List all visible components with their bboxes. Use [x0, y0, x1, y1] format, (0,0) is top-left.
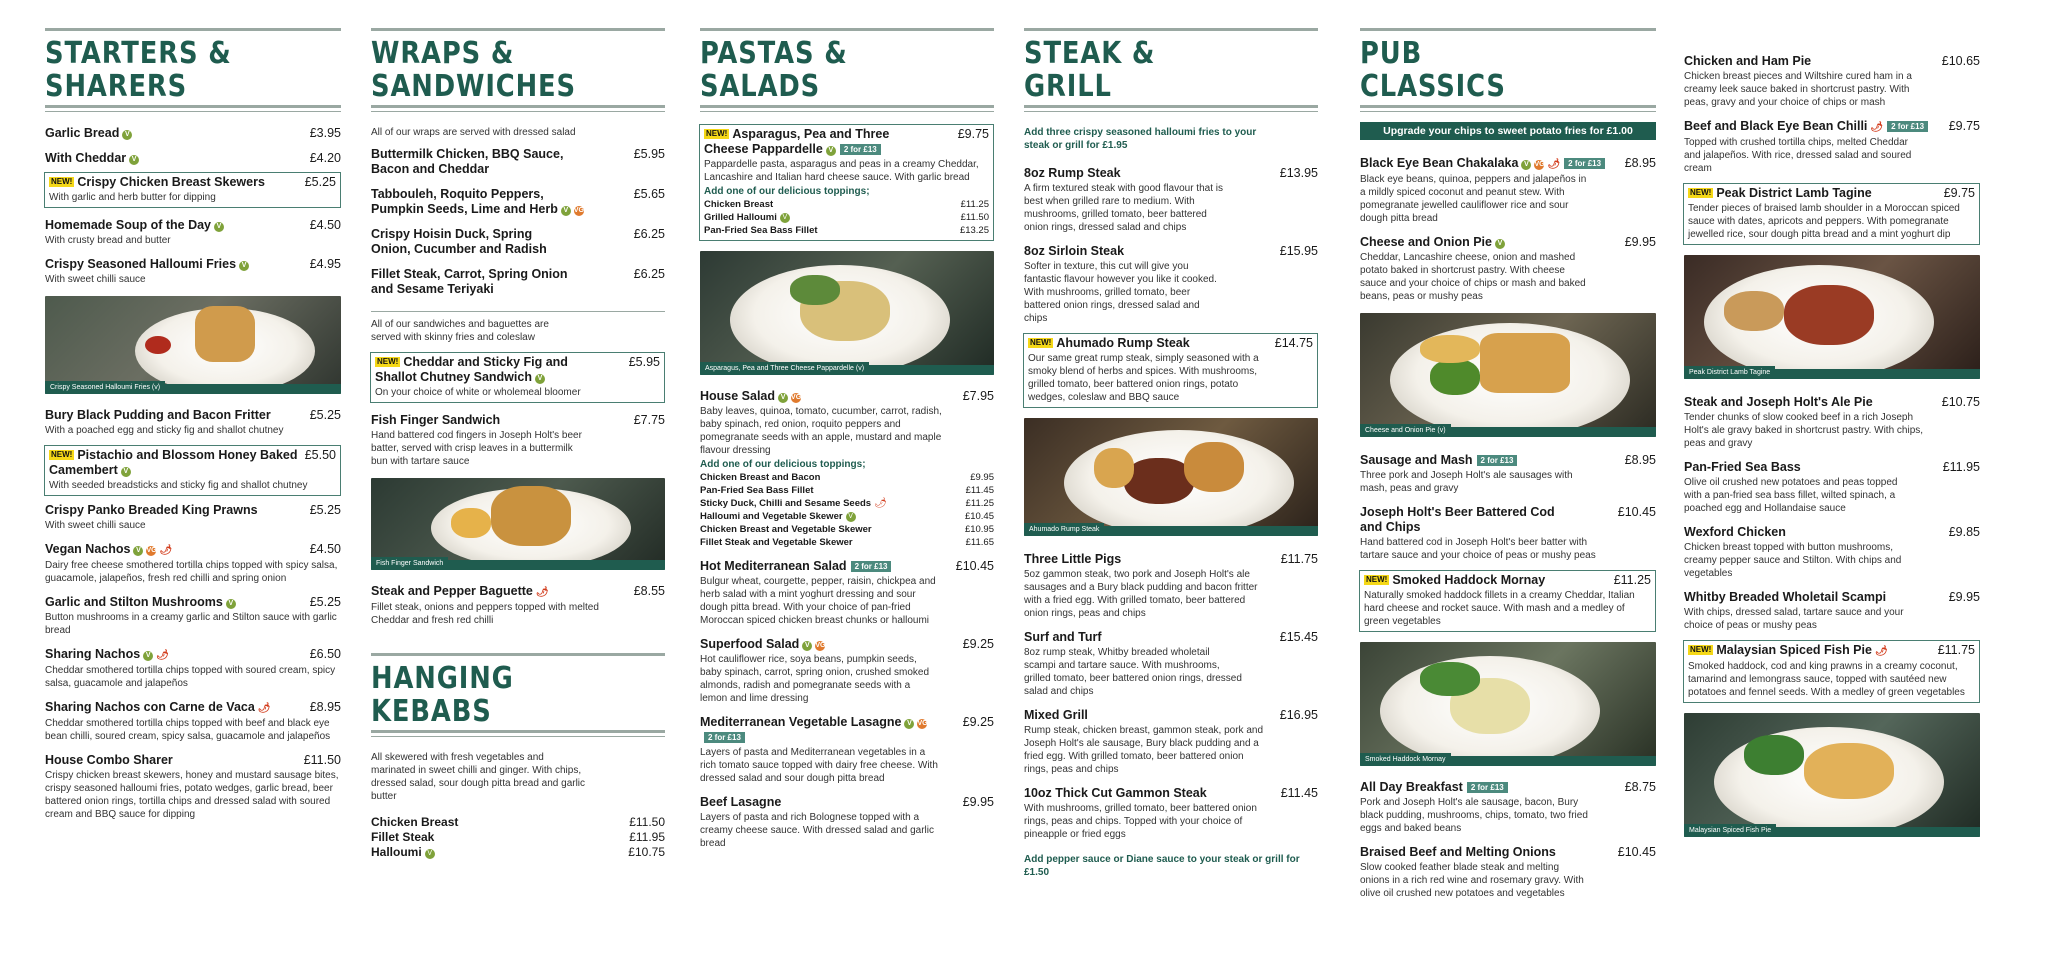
menu-item[interactable]: With Cheddar V £4.20 [45, 151, 341, 165]
menu-item[interactable]: Mixed Grill £16.95 Rump steak, chicken breast, gammon steak, pork and Joseph Holt's ale sausage, Bury black pudding and a fried egg. With grilled tomato, beer battered onion rings, peas and chips [1024, 708, 1318, 775]
photo-caption: Ahumado Rump Steak [1024, 523, 1104, 536]
menu-item[interactable]: Crispy Seasoned Halloumi Fries V £4.95 With sweet chilli sauce [45, 257, 341, 285]
menu-item[interactable]: Surf and Turf £15.45 8oz rump steak, Whitby breaded wholetail scampi and tartare sauce. With mushrooms, grilled tomato, beer battered onion rings, dressed salad and chips [1024, 630, 1318, 697]
new-badge: NEW! [377, 357, 399, 366]
photo-caption: Peak District Lamb Tagine [1684, 366, 1775, 379]
two-for-badge: 2 for £13 [1887, 121, 1928, 132]
menu-item[interactable]: 10oz Thick Cut Gammon Steak £11.45 With mushrooms, grilled tomato, beer battered onion rings, peas and chips. Topped with your choice of pineapple or fried eggs [1024, 786, 1318, 840]
menu-item[interactable]: Vegan Nachos V VG 🌶 £4.50 Dairy free cheese smothered tortilla chips topped with spicy salsa, guacamole, jalapeños, fresh red chilli and spring onion [45, 542, 341, 584]
photo-caption: Crispy Seasoned Halloumi Fries (v) [45, 381, 165, 394]
menu-item[interactable]: Bury Black Pudding and Bacon Fritter £5.25 With a poached egg and sticky fig and shallot chutney [45, 408, 341, 436]
food-photo [1684, 255, 1980, 379]
menu-item[interactable]: Hot Mediterranean Salad 2 for £13 £10.45 Bulgur wheat, courgette, pepper, raisin, chickpea and herb salad with a mint yoghurt dressing and sour dough pitta bread. With your choice of pan-fried Moroccan spiced chicken breast chunks or halloumi [700, 559, 994, 626]
section-title: PASTAS & SALADS [700, 36, 848, 104]
vegan-icon: VG [791, 394, 802, 401]
food-photo [700, 251, 994, 375]
vegetarian-icon: V [1495, 239, 1505, 249]
menu-item[interactable]: Cheese and Onion Pie V £9.95 Cheddar, Lancashire cheese, onion and mashed potato baked in shortcrust pastry. With cheese sauce and your choice of chips or mash and baked beans, peas or mushy peas [1360, 235, 1656, 302]
section-steak [1024, 28, 1318, 879]
two-for-badge: 2 for £13 [1564, 158, 1605, 169]
menu-item[interactable]: Steak and Joseph Holt's Ale Pie £10.75 Tender chunks of slow cooked beef in a rich Joseph Holt's ale gravy baked in shortcrust pastry. With chips, peas and gravy [1684, 395, 1980, 449]
menu-item[interactable]: Crispy Panko Breaded King Prawns £5.25 With sweet chilli sauce [45, 503, 341, 531]
section-title: PUB CLASSICS [1360, 36, 1506, 104]
section-title: STEAK & GRILL [1024, 36, 1156, 104]
menu-item[interactable]: Sharing Nachos con Carne de Vaca 🌶 £8.95 Cheddar smothered tortilla chips topped with beef and black eye bean chilli, soured cream, spicy salsa, guacamole and jalapeños [45, 700, 341, 742]
menu-item-new[interactable]: NEW! Asparagus, Pea and Three Cheese Pappardelle V 2 for £13 £9.75 Pappardelle pasta, asparagus and peas in a creamy Cheddar, Lancashire and Italian hard cheese sauce. With garlic bread Add one of our delicious toppings; Chicken Breast £11.25 Grilled Halloumi V £11.50 Pan-Fried Sea Bass Fillet £13.25 [699, 124, 994, 241]
vegetarian-icon: V [121, 467, 131, 477]
vegan-icon: VG [815, 642, 826, 649]
vegan-icon: VG [917, 720, 928, 727]
food-photo [1360, 642, 1656, 766]
menu-item[interactable]: Black Eye Bean Chakalaka V VG 🌶 2 for £13 £8.95 Black eye beans, quinoa, peppers and jalapeños in a mildly spiced coconut and peanut stew. With pomegranate jewelled cauliflower rice and sour dough pitta bread [1360, 156, 1656, 224]
menu-item-new[interactable]: NEW! Pistachio and Blossom Honey Baked Camembert V £5.50 With seeded breadsticks and sticky fig and shallot chutney [44, 445, 341, 496]
vegetarian-icon: V [214, 222, 224, 232]
menu-item[interactable]: Tabbouleh, Roquito Peppers, Pumpkin Seeds, Lime and Herb V VG £5.65 [371, 187, 665, 216]
photo-caption: Smoked Haddock Mornay [1360, 753, 1451, 766]
vegetarian-icon: V [226, 599, 236, 609]
photo-caption: Malaysian Spiced Fish Pie [1684, 824, 1776, 837]
photo-caption: Asparagus, Pea and Three Cheese Pappardelle (v) [700, 362, 869, 375]
chilli-icon: 🌶 [1874, 646, 1888, 657]
section-pub-classics-continued [1684, 44, 1980, 837]
section-note: Add three crispy seasoned halloumi fries to your steak or grill for £1.95 [1024, 127, 1257, 151]
menu-item-new[interactable]: NEW! Cheddar and Sticky Fig and Shallot Chutney Sandwich V £5.95 On your choice of white or wholemeal bloomer [370, 352, 665, 403]
new-badge: NEW! [706, 129, 728, 138]
menu-item[interactable]: Fillet Steak £11.95 [371, 830, 665, 844]
section-pastas [700, 28, 994, 850]
vegetarian-icon: V [143, 651, 153, 661]
section-note: All of our sandwiches and baguettes are served with skinny fries and coleslaw [371, 319, 549, 343]
menu-item[interactable]: Sausage and Mash 2 for £13 £8.95 Three pork and Joseph Holt's ale sausages with mash, peas and gravy [1360, 453, 1656, 494]
vegetarian-icon: V [846, 512, 856, 522]
menu-item[interactable]: Beef Lasagne £9.95 Layers of pasta and rich Bolognese topped with a creamy cheese sauce. With dressed salad and garlic bread [700, 795, 994, 849]
vegetarian-icon: V [239, 261, 249, 271]
menu-item[interactable]: Halloumi V £10.75 [371, 845, 665, 859]
food-photo [1024, 418, 1318, 536]
section-starters [45, 28, 341, 821]
menu-item-new[interactable]: NEW! Smoked Haddock Mornay £11.25 Naturally smoked haddock fillets in a creamy Cheddar, Italian hard cheese and rocket sauce. With mash and a medley of green vegetables [1359, 570, 1656, 632]
vegan-icon: VG [146, 547, 157, 554]
chilli-icon: 🌶 [257, 703, 271, 714]
section-title: WRAPS & SANDWICHES [371, 36, 576, 104]
upgrade-banner: Upgrade your chips to sweet potato fries for £1.00 [1360, 122, 1656, 140]
vegetarian-icon: V [1521, 160, 1531, 170]
section-wraps [371, 28, 665, 860]
menu-item[interactable]: Chicken Breast £11.50 [371, 815, 665, 829]
chilli-icon: 🌶 [874, 498, 887, 509]
chilli-icon: 🌶 [159, 545, 173, 556]
new-badge: NEW! [1690, 645, 1712, 654]
photo-caption: Cheese and Onion Pie (v) [1360, 424, 1451, 437]
section-note: Add pepper sauce or Diane sauce to your steak or grill for £1.50 [1024, 854, 1300, 878]
new-badge: NEW! [1690, 188, 1712, 197]
vegetarian-icon: V [122, 130, 132, 140]
food-photo [371, 478, 665, 570]
vegetarian-icon: V [535, 374, 545, 384]
menu-item[interactable]: Pan-Fried Sea Bass £11.95 Olive oil crushed new potatoes and peas topped with a pan-fried sea bass fillet, wilted spinach, a poached egg and Hollandaise sauce [1684, 460, 1980, 514]
vegetarian-icon: V [802, 641, 812, 651]
vegetarian-icon: V [129, 155, 139, 165]
menu-item[interactable]: Braised Beef and Melting Onions £10.45 Slow cooked feather blade steak and melting onions in a rich red wine and rosemary gravy. With olive oil crushed new potatoes and vegetables [1360, 845, 1656, 899]
vegetarian-icon: V [425, 849, 435, 859]
two-for-badge: 2 for £13 [1477, 455, 1518, 466]
menu-item[interactable]: Mediterranean Vegetable Lasagne V VG2 for £13 £9.25 Layers of pasta and Mediterranean vegetables in a rich tomato sauce topped with dairy free cheese. With dressed salad and sour dough pitta bread [700, 715, 994, 784]
two-for-badge: 2 for £13 [1467, 782, 1508, 793]
vegetarian-icon: V [778, 393, 788, 403]
menu-item[interactable]: Crispy Hoisin Duck, Spring Onion, Cucumber and Radish £6.25 [371, 227, 665, 256]
menu-item[interactable]: All Day Breakfast 2 for £13 £8.75 Pork and Joseph Holt's ale sausage, bacon, Bury black pudding, mushrooms, chips, tomato, two fried eggs and baked beans [1360, 780, 1656, 834]
section-note: All skewered with fresh vegetables and marinated in sweet chilli and ginger. With chips, dressed salad, sour dough pitta bread and garlic butter [371, 752, 586, 802]
section-title: HANGING KEBABS [371, 661, 514, 729]
menu-item[interactable]: Homemade Soup of the Day V £4.50 With crusty bread and butter [45, 218, 341, 246]
new-badge: NEW! [51, 450, 73, 459]
new-badge: NEW! [51, 177, 73, 186]
menu-item-new[interactable]: NEW! Crispy Chicken Breast Skewers £5.25 With garlic and herb butter for dipping [44, 172, 341, 208]
new-badge: NEW! [1366, 575, 1388, 584]
food-photo [45, 296, 341, 394]
menu-item[interactable]: Joseph Holt's Beer Battered Cod and Chips £10.45 Hand battered cod in Joseph Holt's beer batter with tartare sauce and your choice of peas or mushy peas [1360, 505, 1656, 561]
vegan-icon: VG [1534, 161, 1545, 168]
menu-item[interactable]: House Combo Sharer £11.50 Crispy chicken breast skewers, honey and mustard sausage bites, crispy seasoned halloumi fries, potato wedges, garlic bread, beer battered onion rings, tortilla chips and dressed salad with soured cream and BBQ sauce for dipping [45, 753, 341, 820]
menu-item-new[interactable]: NEW! Malaysian Spiced Fish Pie 🌶 £11.75 Smoked haddock, cod and king prawns in a creamy coconut, tamarind and lemongrass sauce, topped with sautéed new potatoes and fennel seeds. With a medley of green vegetables [1683, 640, 1980, 703]
vegan-icon: VG [573, 207, 584, 214]
menu-item[interactable]: Sharing Nachos V 🌶 £6.50 Cheddar smothered tortilla chips topped with soured cream, spicy salsa, guacamole and jalapeños [45, 647, 341, 689]
vegetarian-icon: V [561, 206, 571, 216]
menu-item[interactable]: Wexford Chicken £9.85 Chicken breast topped with button mushrooms, creamy pepper sauce and Stilton. With chips and vegetables [1684, 525, 1980, 579]
photo-caption: Fish Finger Sandwich [371, 557, 448, 570]
menu-item[interactable]: Beef and Black Eye Bean Chilli 🌶 2 for £13 £9.75 Topped with crushed tortilla chips, melted Cheddar and jalapeños. With rice, dressed salad and soured cream [1684, 119, 1980, 174]
food-photo [1684, 713, 1980, 837]
vegetarian-icon: V [133, 546, 143, 556]
menu-item[interactable]: Buttermilk Chicken, BBQ Sauce, Bacon and Cheddar £5.95 [371, 147, 665, 176]
menu-item[interactable]: Superfood Salad V VG £9.25 Hot cauliflower rice, soya beans, pumpkin seeds, baby spinach, carrot, spring onion, crushed smoked almonds, radish and pomegranate seeds with a lemon and lime dressing [700, 637, 994, 704]
section-pub-classics [1360, 28, 1656, 900]
section-note: All of our wraps are served with dressed salad [371, 127, 576, 138]
chilli-icon: 🌶 [1870, 122, 1884, 133]
kebab-list [371, 815, 665, 860]
chilli-icon: 🌶 [1547, 159, 1561, 170]
menu-item-new[interactable]: NEW! Peak District Lamb Tagine £9.75 Tender pieces of braised lamb shoulder in a Moroccan spiced sauce with dates, apricots and peppers. With pomegranate jewelled rice, sour dough pitta bread and a mint yoghurt dip [1683, 183, 1980, 245]
menu-item[interactable]: 8oz Rump Steak £13.95 A firm textured steak with good flavour that is best when grilled rare to medium. With mushrooms, grilled tomato, beer battered onion rings, dressed salad and chips [1024, 166, 1318, 233]
chilli-icon: 🌶 [535, 587, 549, 598]
menu-item[interactable]: Garlic Bread V £3.95 [45, 126, 341, 140]
food-photo [1360, 313, 1656, 437]
two-for-badge: 2 for £13 [840, 144, 881, 155]
two-for-badge: 2 for £13 [704, 732, 745, 743]
vegetarian-icon: V [826, 146, 836, 156]
menu-item[interactable]: Chicken and Ham Pie £10.65 Chicken breast pieces and Wiltshire cured ham in a creamy leek sauce baked in shortcrust pastry. With peas, gravy and your choice of chips or mash [1684, 54, 1980, 108]
new-badge: NEW! [1030, 338, 1052, 347]
chilli-icon: 🌶 [156, 650, 169, 661]
vegetarian-icon: V [780, 213, 790, 223]
menu-item[interactable]: Whitby Breaded Wholetail Scampi £9.95 With chips, dressed salad, tartare sauce and your choice of peas or mushy peas [1684, 590, 1980, 631]
menu-item[interactable]: 8oz Sirloin Steak £15.95 Softer in texture, this cut will give you fantastic flavour however you like it cooked. With mushrooms, grilled tomato, beer battered onion rings, dressed salad and chips [1024, 244, 1318, 324]
menu-item[interactable]: Three Little Pigs £11.75 5oz gammon steak, two pork and Joseph Holt's ale sausages and a Bury black pudding and bacon fritter with a fried egg. With grilled tomato, beer battered onion rings, peas and chips [1024, 552, 1318, 619]
menu-item[interactable]: Fish Finger Sandwich £7.75 Hand battered cod fingers in Joseph Holt's beer batter, served with crisp leaves in a buttermilk bun with tartare sauce [371, 413, 665, 467]
menu-item[interactable]: Steak and Pepper Baguette 🌶 £8.55 Fillet steak, onions and peppers topped with melted Cheddar and fresh red chilli [371, 584, 665, 626]
section-title: STARTERS & SHARERS [45, 36, 232, 104]
two-for-badge: 2 for £13 [851, 561, 892, 572]
menu-item[interactable]: Fillet Steak, Carrot, Spring Onion and Sesame Teriyaki £6.25 [371, 267, 665, 296]
vegetarian-icon: V [904, 719, 914, 729]
menu-item-new[interactable]: NEW! Ahumado Rump Steak £14.75 Our same great rump steak, simply seasoned with a smoky blend of herbs and spices. With mushrooms, grilled tomato, beer battered onion rings, potato wedges, coleslaw and BBQ sauce [1023, 333, 1318, 408]
menu-item[interactable]: House Salad V VG £7.95 Baby leaves, quinoa, tomato, cucumber, carrot, radish, baby spinach, red onion, roquito peppers and pomegranate seeds with an apple, mustard and maple flavour dressing Add one of our delicious toppings; Chicken Breast and Bacon £9.95 Pan-Fried Sea Bass Fillet £11.45 Sticky Duck, Chilli and Sesame Seeds 🌶 £11.25 Halloumi and Vegetable Skewer V £10.45 Chicken Breast and Vegetable Skewer £10.95 Fillet Steak and Vegetable Skewer £11.65 [700, 389, 994, 548]
menu-item[interactable]: Garlic and Stilton Mushrooms V £5.25 Button mushrooms in a creamy garlic and Stilton sauce with garlic bread [45, 595, 341, 636]
